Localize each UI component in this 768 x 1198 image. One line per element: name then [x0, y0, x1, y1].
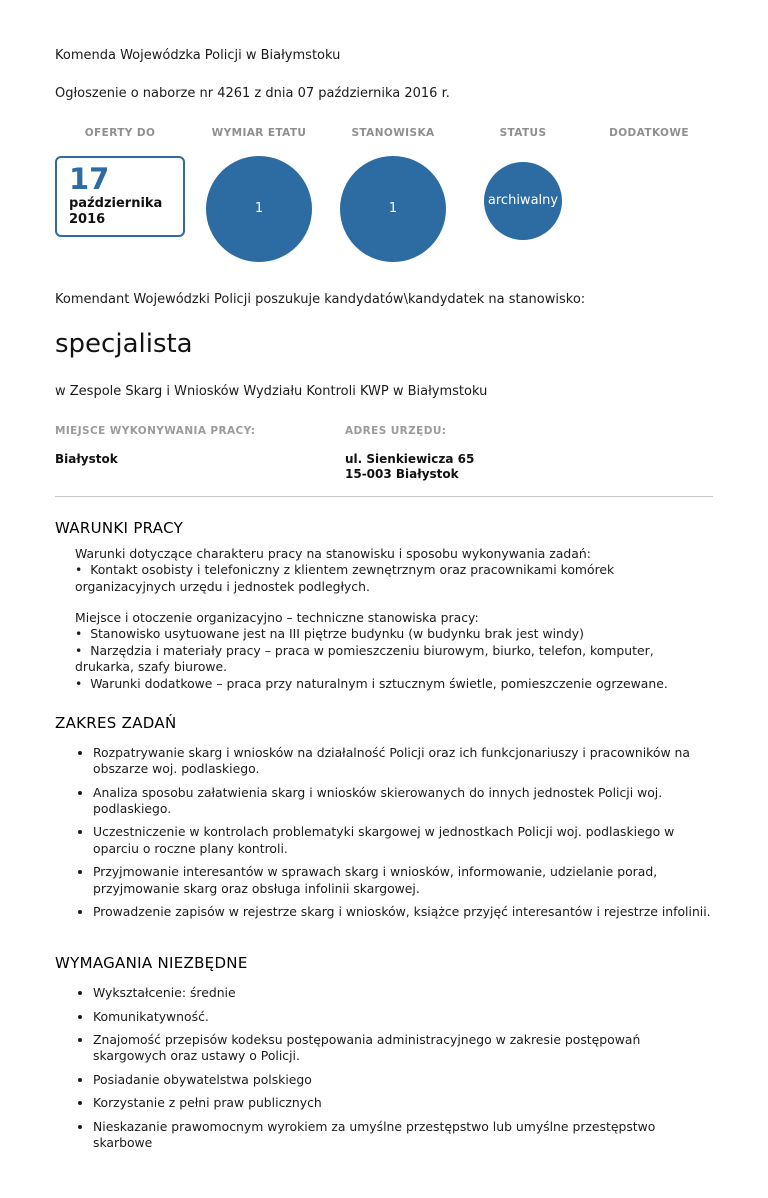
list-item: • Komunikatywność.	[93, 1009, 713, 1025]
deadline-month: października	[69, 196, 163, 212]
meta-address-line1: ul. Sienkiewicza 65	[345, 451, 475, 466]
stat-column-stanowiska	[333, 127, 453, 262]
position-title: specjalista	[55, 328, 193, 359]
section-warunki-pracy	[55, 519, 713, 692]
section-title-wymagania: WYMAGANIA NIEZBĘDNE	[55, 954, 248, 973]
warunki-bullet: • Warunki dodatkowe – praca przy naturalnym i sztucznym świetle, pomieszczenie ogrzewane.	[75, 676, 713, 692]
meta-address-line2: 15-003 Białystok	[345, 467, 459, 482]
organization-name: Komenda Wojewódzka Policji w Białymstoku	[55, 48, 341, 63]
stat-column-status	[467, 127, 579, 240]
stat-label-oferty-do: OFERTY DO	[84, 126, 156, 139]
list-item: • Przyjmowanie interesantów w sprawach skarg i wniosków, informowanie, udzielanie porad, przyjmowanie skarg oraz obsługa infolinii skargowej.	[93, 864, 713, 897]
stat-column-oferty-do	[55, 127, 185, 237]
list-item: • Analiza sposobu załatwienia skarg i wniosków skierowanych do innych jednostek Policji woj. podlaskiego.	[93, 785, 713, 818]
stat-label-status: STATUS	[499, 126, 547, 139]
wymagania-list	[55, 985, 713, 1151]
meta-place-column	[55, 425, 345, 483]
warunki-paragraph: Warunki dotyczące charakteru pracy na stanowisku i sposobu wykonywania zadań:	[75, 545, 591, 561]
status-badge: archiwalny	[484, 162, 562, 240]
meta-address-column	[345, 425, 713, 483]
deadline-year: 2016	[69, 212, 106, 228]
meta-place-label: MIEJSCE WYKONYWANIA PRACY:	[55, 424, 256, 437]
stat-label-stanowiska: STANOWISKA	[351, 126, 435, 139]
list-item: • Posiadanie obywatelstwa polskiego	[93, 1072, 713, 1088]
stanowiska-badge: 1	[340, 156, 446, 262]
meta-row	[55, 425, 713, 483]
intro-line: Komendant Wojewódzki Policji poszukuje kandydatów\kandydatek na stanowisko:	[55, 291, 586, 307]
section-wymagania-niezbedne	[55, 954, 713, 1151]
warunki-body	[75, 546, 713, 692]
section-zakres-zadan	[55, 714, 713, 920]
list-item: • Nieskazanie prawomocnym wyrokiem za umyślne przestępstwo lub umyślne przestępstwo skarbowe	[93, 1119, 713, 1152]
stat-column-wymiar-etatu	[199, 127, 319, 262]
warunki-bullet: • Narzędzia i materiały pracy – praca w pomieszczeniu biurowym, biurko, telefon, komputer, drukarka, szafy biurowe.	[75, 643, 713, 676]
list-item: • Korzystanie z pełni praw publicznych	[93, 1095, 713, 1111]
stat-label-wymiar-etatu: WYMIAR ETATU	[211, 126, 307, 139]
meta-address-label: ADRES URZĘDU:	[345, 424, 447, 437]
section-title-zakres: ZAKRES ZADAŃ	[55, 713, 177, 732]
deadline-date-box	[55, 156, 185, 237]
stat-column-dodatkowe	[593, 127, 705, 156]
warunki-paragraph: Miejsce i otoczenie organizacyjno – techniczne stanowiska pracy:	[75, 610, 479, 626]
list-item: • Uczestniczenie w kontrolach problematyki skargowej w jednostkach Policji woj. podlaskiego w oparciu o roczne plany kontroli.	[93, 824, 713, 857]
announcement-line: Ogłoszenie o naborze nr 4261 z dnia 07 października 2016 r.	[55, 85, 450, 101]
list-item: • Prowadzenie zapisów w rejestrze skarg i wniosków, książce przyjęć interesantów i rejestrze infolinii.	[93, 904, 713, 920]
zakres-list	[55, 745, 713, 920]
section-title-warunki: WARUNKI PRACY	[55, 518, 184, 537]
unit-line: w Zespole Skarg i Wniosków Wydziału Kontroli KWP w Białymstoku	[55, 383, 488, 399]
divider	[55, 496, 713, 497]
list-item: • Wykształcenie: średnie	[93, 985, 713, 1001]
stat-label-dodatkowe: DODATKOWE	[609, 126, 689, 139]
warunki-bullet: • Stanowisko usytuowane jest na III piętrze budynku (w budynku brak jest windy)	[75, 626, 713, 642]
list-item: • Rozpatrywanie skarg i wniosków na działalność Policji oraz ich funkcjonariuszy i pracowników na obszarze woj. podlaskiego.	[93, 745, 713, 778]
wymiar-etatu-badge: 1	[206, 156, 312, 262]
stats-row	[55, 127, 713, 262]
list-item: • Znajomość przepisów kodeksu postępowania administracyjnego w zakresie postępowań skargowych oraz ustawy o Policji.	[93, 1032, 713, 1065]
meta-place-value: Białystok	[55, 451, 118, 466]
warunki-bullet: • Kontakt osobisty i telefoniczny z klientem zewnętrznym oraz pracownikami komórek organizacyjnych urzędu i jednostek podległych.	[75, 562, 713, 595]
deadline-day: 17	[69, 161, 110, 196]
